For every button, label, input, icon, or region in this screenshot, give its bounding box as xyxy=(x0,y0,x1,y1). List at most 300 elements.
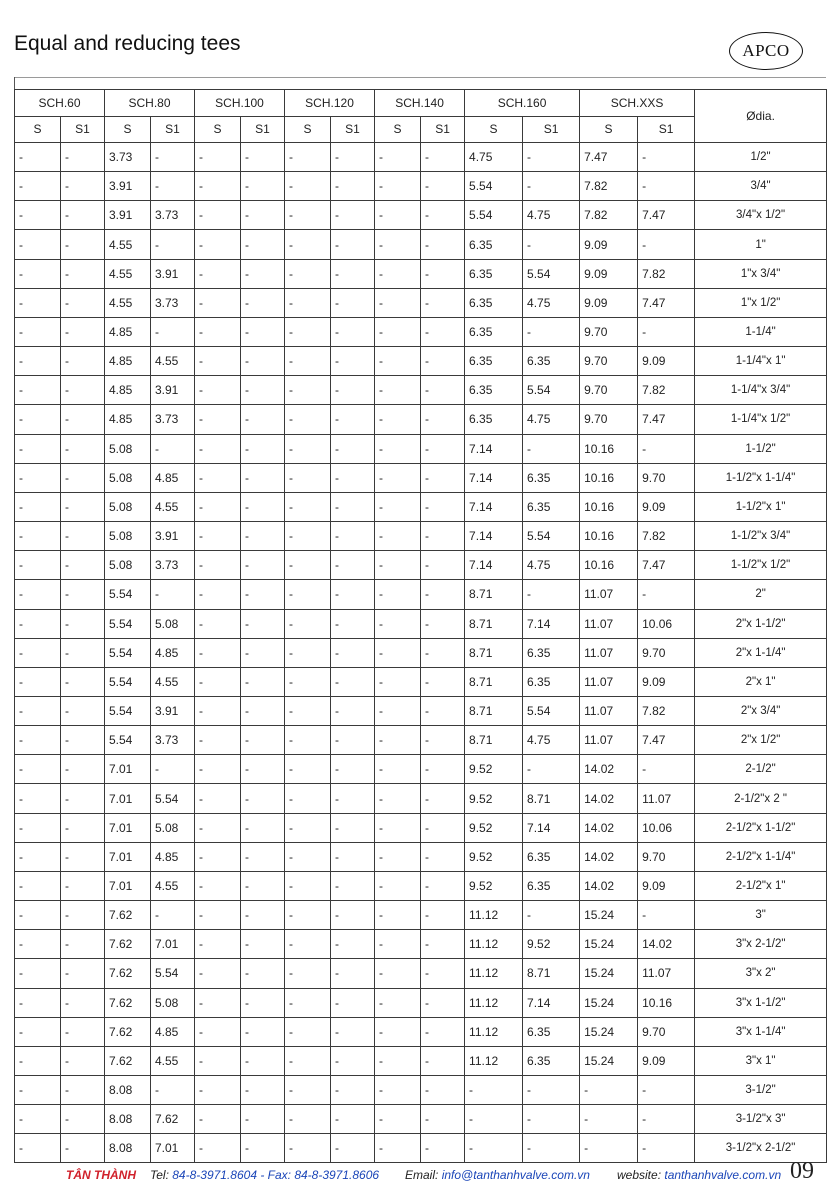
thickness-cell: - xyxy=(375,143,421,172)
thickness-cell: - xyxy=(331,959,375,988)
thickness-cell: - xyxy=(331,871,375,900)
thickness-cell: - xyxy=(15,696,61,725)
thickness-cell: 6.35 xyxy=(523,347,580,376)
thickness-cell: - xyxy=(15,463,61,492)
thickness-cell: - xyxy=(15,376,61,405)
thickness-cell: - xyxy=(285,317,331,346)
thickness-cell: - xyxy=(331,551,375,580)
thickness-cell: 8.08 xyxy=(105,1076,151,1105)
thickness-cell: 6.35 xyxy=(465,230,523,259)
sub-header-s: S xyxy=(15,116,61,143)
thickness-cell: - xyxy=(331,522,375,551)
thickness-cell: - xyxy=(61,784,105,813)
dia-cell: 1"x 3/4" xyxy=(695,259,827,288)
table-row xyxy=(15,726,827,755)
thickness-cell: - xyxy=(421,842,465,871)
thickness-cell: 11.12 xyxy=(465,959,523,988)
thickness-cell: - xyxy=(241,288,285,317)
thickness-cell: - xyxy=(61,463,105,492)
thickness-cell: - xyxy=(195,1105,241,1134)
thickness-cell: - xyxy=(638,755,695,784)
dia-cell: 2-1/2"x 2 " xyxy=(695,784,827,813)
thickness-cell: - xyxy=(241,667,285,696)
thickness-cell: - xyxy=(15,667,61,696)
thickness-cell: - xyxy=(285,463,331,492)
thickness-cell: - xyxy=(195,376,241,405)
thickness-cell: - xyxy=(151,1076,195,1105)
thickness-cell: - xyxy=(15,988,61,1017)
thickness-cell: 6.35 xyxy=(465,259,523,288)
thickness-cell: - xyxy=(375,871,421,900)
thickness-cell: 5.08 xyxy=(105,434,151,463)
table-row xyxy=(15,755,827,784)
thickness-cell: - xyxy=(61,755,105,784)
thickness-cell: 6.35 xyxy=(523,871,580,900)
thickness-cell: - xyxy=(421,1134,465,1163)
thickness-cell: - xyxy=(375,959,421,988)
thickness-cell: 9.70 xyxy=(638,638,695,667)
thickness-cell: - xyxy=(195,1076,241,1105)
thickness-cell: - xyxy=(421,901,465,930)
dia-cell: 2-1/2"x 1-1/2" xyxy=(695,813,827,842)
thickness-cell: - xyxy=(465,1105,523,1134)
thickness-cell: 7.47 xyxy=(638,201,695,230)
thickness-cell: - xyxy=(61,405,105,434)
thickness-cell: - xyxy=(15,201,61,230)
table-row xyxy=(15,901,827,930)
thickness-cell: - xyxy=(15,492,61,521)
thickness-cell: - xyxy=(195,1134,241,1163)
thickness-cell: - xyxy=(523,901,580,930)
header-divider xyxy=(14,77,826,78)
sub-header-s: S xyxy=(375,116,421,143)
thickness-cell: 4.85 xyxy=(151,463,195,492)
thickness-cell: - xyxy=(375,638,421,667)
thickness-cell: - xyxy=(195,609,241,638)
website-link[interactable]: tanthanhvalve.com.vn xyxy=(664,1168,782,1182)
thickness-cell: - xyxy=(61,143,105,172)
thickness-cell: - xyxy=(331,726,375,755)
thickness-cell: - xyxy=(241,726,285,755)
thickness-cell: - xyxy=(15,842,61,871)
thickness-cell: 14.02 xyxy=(580,842,638,871)
dia-cell: 1-1/4" xyxy=(695,317,827,346)
thickness-cell: 9.52 xyxy=(465,842,523,871)
table-row xyxy=(15,988,827,1017)
thickness-cell: 6.35 xyxy=(523,1017,580,1046)
thickness-cell: - xyxy=(195,259,241,288)
thickness-cell: - xyxy=(638,172,695,201)
thickness-cell: - xyxy=(285,1076,331,1105)
dia-cell: 3"x 1" xyxy=(695,1046,827,1075)
thickness-cell: - xyxy=(61,347,105,376)
dia-cell: 3-1/2"x 2-1/2" xyxy=(695,1134,827,1163)
table-row xyxy=(15,259,827,288)
table-row xyxy=(15,522,827,551)
thickness-cell: - xyxy=(151,755,195,784)
thickness-cell: - xyxy=(241,1134,285,1163)
table-row xyxy=(15,434,827,463)
thickness-cell: - xyxy=(421,871,465,900)
thickness-cell: 7.14 xyxy=(465,492,523,521)
thickness-cell: - xyxy=(331,317,375,346)
thickness-cell: - xyxy=(195,1046,241,1075)
thickness-cell: - xyxy=(285,1017,331,1046)
thickness-cell: - xyxy=(331,259,375,288)
thickness-cell: - xyxy=(331,463,375,492)
thickness-cell: 9.09 xyxy=(638,1046,695,1075)
thickness-cell: - xyxy=(61,638,105,667)
thickness-cell: 9.09 xyxy=(638,347,695,376)
thickness-cell: - xyxy=(375,580,421,609)
thickness-cell: - xyxy=(421,609,465,638)
thickness-cell: - xyxy=(195,755,241,784)
thickness-cell: 9.09 xyxy=(580,230,638,259)
thickness-cell: 10.16 xyxy=(638,988,695,1017)
thickness-cell: - xyxy=(241,405,285,434)
thickness-cell: - xyxy=(195,463,241,492)
thickness-cell: - xyxy=(15,1134,61,1163)
thickness-cell: - xyxy=(580,1105,638,1134)
table-row xyxy=(15,696,827,725)
thickness-cell: 15.24 xyxy=(580,959,638,988)
thickness-cell: - xyxy=(331,143,375,172)
sub-header-s1: S1 xyxy=(241,116,285,143)
thickness-cell: - xyxy=(241,1076,285,1105)
thickness-cell: 6.35 xyxy=(465,376,523,405)
thickness-cell: - xyxy=(61,492,105,521)
thickness-cell: - xyxy=(241,172,285,201)
thickness-cell: 8.71 xyxy=(523,959,580,988)
dia-header: Ødia. xyxy=(695,90,827,143)
dia-cell: 1-1/4"x 1/2" xyxy=(695,405,827,434)
thickness-cell: - xyxy=(61,667,105,696)
thickness-cell: - xyxy=(421,667,465,696)
thickness-cell: - xyxy=(195,667,241,696)
thickness-cell: - xyxy=(421,463,465,492)
table-row xyxy=(15,784,827,813)
thickness-cell: - xyxy=(331,1105,375,1134)
thickness-cell: - xyxy=(285,755,331,784)
thickness-cell: 11.12 xyxy=(465,988,523,1017)
sub-header-s: S xyxy=(580,116,638,143)
thickness-cell: - xyxy=(523,1134,580,1163)
thickness-cell: - xyxy=(195,638,241,667)
tee-dimension-table xyxy=(14,89,827,1163)
dia-cell: 3-1/2"x 3" xyxy=(695,1105,827,1134)
thickness-cell: - xyxy=(15,784,61,813)
thickness-cell: - xyxy=(195,930,241,959)
thickness-cell: - xyxy=(421,405,465,434)
thickness-cell: - xyxy=(375,1134,421,1163)
thickness-cell: 5.54 xyxy=(523,696,580,725)
thickness-cell: 6.35 xyxy=(523,492,580,521)
thickness-cell: - xyxy=(151,317,195,346)
thickness-cell: - xyxy=(15,813,61,842)
thickness-cell: 3.91 xyxy=(105,201,151,230)
thickness-cell: - xyxy=(375,726,421,755)
sub-header-s: S xyxy=(105,116,151,143)
thickness-cell: - xyxy=(285,288,331,317)
thickness-cell: - xyxy=(331,347,375,376)
thickness-cell: - xyxy=(638,317,695,346)
dia-cell: 1"x 1/2" xyxy=(695,288,827,317)
thickness-cell: - xyxy=(421,1046,465,1075)
thickness-cell: - xyxy=(285,551,331,580)
thickness-cell: 14.02 xyxy=(638,930,695,959)
thickness-cell: - xyxy=(195,201,241,230)
thickness-cell: 4.55 xyxy=(151,492,195,521)
thickness-cell: - xyxy=(241,522,285,551)
thickness-cell: 11.07 xyxy=(580,667,638,696)
thickness-cell: - xyxy=(195,492,241,521)
thickness-cell: 5.08 xyxy=(105,463,151,492)
dia-cell: 3"x 1-1/2" xyxy=(695,988,827,1017)
thickness-cell: - xyxy=(375,230,421,259)
thickness-cell: - xyxy=(465,1076,523,1105)
thickness-cell: - xyxy=(61,434,105,463)
thickness-cell: 9.09 xyxy=(580,288,638,317)
thickness-cell: 7.01 xyxy=(151,930,195,959)
thickness-cell: - xyxy=(241,1046,285,1075)
thickness-cell: - xyxy=(421,434,465,463)
thickness-cell: - xyxy=(15,726,61,755)
table-row xyxy=(15,1017,827,1046)
thickness-cell: - xyxy=(421,230,465,259)
thickness-cell: - xyxy=(241,230,285,259)
thickness-cell: - xyxy=(421,959,465,988)
footer-email xyxy=(405,1168,590,1182)
thickness-cell: - xyxy=(61,988,105,1017)
footer-phone xyxy=(150,1168,379,1182)
thickness-cell: - xyxy=(195,813,241,842)
thickness-cell: 10.16 xyxy=(580,492,638,521)
dia-cell: 1-1/2"x 1/2" xyxy=(695,551,827,580)
thickness-cell: - xyxy=(241,463,285,492)
thickness-cell: 5.08 xyxy=(151,988,195,1017)
thickness-cell: - xyxy=(61,696,105,725)
thickness-cell: - xyxy=(241,813,285,842)
thickness-cell: - xyxy=(421,376,465,405)
thickness-cell: - xyxy=(241,871,285,900)
thickness-cell: 8.71 xyxy=(465,667,523,696)
thickness-cell: - xyxy=(61,1134,105,1163)
thickness-cell: - xyxy=(375,551,421,580)
thickness-cell: - xyxy=(195,784,241,813)
table-row xyxy=(15,551,827,580)
thickness-cell: - xyxy=(331,638,375,667)
thickness-cell: 10.06 xyxy=(638,813,695,842)
thickness-cell: - xyxy=(195,696,241,725)
thickness-cell: - xyxy=(421,1105,465,1134)
thickness-cell: - xyxy=(285,522,331,551)
thickness-cell: - xyxy=(285,871,331,900)
footer xyxy=(0,1158,840,1190)
thickness-cell: - xyxy=(241,638,285,667)
thickness-cell: 4.75 xyxy=(523,726,580,755)
thickness-cell: 9.09 xyxy=(580,259,638,288)
thickness-cell: - xyxy=(523,172,580,201)
thickness-cell: 5.54 xyxy=(105,609,151,638)
thickness-cell: 6.35 xyxy=(465,405,523,434)
thickness-cell: - xyxy=(375,901,421,930)
thickness-cell: - xyxy=(638,1076,695,1105)
thickness-cell: - xyxy=(15,959,61,988)
thickness-cell: - xyxy=(375,1105,421,1134)
thickness-cell: - xyxy=(195,551,241,580)
dia-cell: 2-1/2" xyxy=(695,755,827,784)
thickness-cell: 3.73 xyxy=(151,201,195,230)
thickness-cell: - xyxy=(421,784,465,813)
table-row xyxy=(15,813,827,842)
thickness-cell: - xyxy=(638,143,695,172)
thickness-cell: - xyxy=(421,726,465,755)
thickness-cell: - xyxy=(15,1076,61,1105)
dia-cell: 1-1/2"x 1" xyxy=(695,492,827,521)
thickness-cell: - xyxy=(195,871,241,900)
thickness-cell: - xyxy=(195,288,241,317)
thickness-cell: - xyxy=(285,1046,331,1075)
table-row xyxy=(15,871,827,900)
thickness-cell: - xyxy=(638,434,695,463)
thickness-cell: - xyxy=(375,492,421,521)
table-body xyxy=(15,143,827,1163)
thickness-cell: - xyxy=(285,609,331,638)
dia-cell: 1" xyxy=(695,230,827,259)
thickness-cell: 3.73 xyxy=(105,143,151,172)
thickness-cell: 4.85 xyxy=(105,317,151,346)
table-row xyxy=(15,143,827,172)
dia-cell: 3"x 2" xyxy=(695,959,827,988)
thickness-cell: 7.82 xyxy=(638,259,695,288)
thickness-cell: 7.01 xyxy=(105,871,151,900)
thickness-cell: - xyxy=(285,930,331,959)
thickness-cell: - xyxy=(285,405,331,434)
thickness-cell: 7.47 xyxy=(580,143,638,172)
thickness-cell: 7.47 xyxy=(638,288,695,317)
dia-cell: 3"x 2-1/2" xyxy=(695,930,827,959)
thickness-cell: - xyxy=(331,1134,375,1163)
thickness-cell: - xyxy=(15,230,61,259)
thickness-cell: - xyxy=(151,172,195,201)
thickness-cell: 4.85 xyxy=(105,405,151,434)
thickness-cell: - xyxy=(331,901,375,930)
thickness-cell: 7.82 xyxy=(580,201,638,230)
thickness-cell: 9.09 xyxy=(638,871,695,900)
thickness-cell: 7.47 xyxy=(638,551,695,580)
dia-cell: 2"x 1/2" xyxy=(695,726,827,755)
thickness-cell: - xyxy=(331,172,375,201)
thickness-cell: - xyxy=(241,1105,285,1134)
thickness-cell: 7.62 xyxy=(105,1017,151,1046)
dia-cell: 1-1/2"x 1-1/4" xyxy=(695,463,827,492)
thickness-cell: 5.08 xyxy=(105,551,151,580)
thickness-cell: - xyxy=(151,434,195,463)
thickness-cell: 7.62 xyxy=(151,1105,195,1134)
thickness-cell: - xyxy=(15,580,61,609)
thickness-cell: - xyxy=(285,813,331,842)
thickness-cell: 7.01 xyxy=(105,784,151,813)
thickness-cell: 8.71 xyxy=(523,784,580,813)
thickness-cell: - xyxy=(523,317,580,346)
thickness-cell: - xyxy=(61,551,105,580)
thickness-cell: - xyxy=(61,813,105,842)
dia-cell: 2-1/2"x 1" xyxy=(695,871,827,900)
thickness-cell: - xyxy=(375,842,421,871)
thickness-cell: 7.82 xyxy=(638,522,695,551)
thickness-cell: 7.62 xyxy=(105,901,151,930)
thickness-cell: 8.08 xyxy=(105,1105,151,1134)
thickness-cell: 7.47 xyxy=(638,405,695,434)
thickness-cell: - xyxy=(375,434,421,463)
thickness-cell: - xyxy=(241,842,285,871)
thickness-cell: - xyxy=(241,959,285,988)
table-row xyxy=(15,347,827,376)
thickness-cell: - xyxy=(331,988,375,1017)
thickness-cell: 5.54 xyxy=(105,726,151,755)
thickness-cell: 10.16 xyxy=(580,522,638,551)
thickness-cell: - xyxy=(331,784,375,813)
thickness-cell: - xyxy=(375,784,421,813)
footer-website xyxy=(617,1168,781,1182)
dia-cell: 1-1/4"x 3/4" xyxy=(695,376,827,405)
thickness-cell: - xyxy=(638,580,695,609)
thickness-cell: - xyxy=(241,580,285,609)
thickness-cell: 3.91 xyxy=(105,172,151,201)
apco-logo xyxy=(729,32,803,70)
thickness-cell: 5.54 xyxy=(105,580,151,609)
page-title: Equal and reducing tees xyxy=(14,32,241,55)
thickness-cell: - xyxy=(331,405,375,434)
thickness-cell: - xyxy=(241,696,285,725)
group-header: SCH.120 xyxy=(285,90,375,117)
thickness-cell: 11.07 xyxy=(580,726,638,755)
email-link[interactable]: info@tanthanhvalve.com.vn xyxy=(441,1168,590,1182)
table-row xyxy=(15,609,827,638)
thickness-cell: - xyxy=(241,201,285,230)
thickness-cell: - xyxy=(195,522,241,551)
tel-label: Tel: xyxy=(150,1168,169,1182)
thickness-cell: - xyxy=(285,259,331,288)
thickness-cell: - xyxy=(241,755,285,784)
sub-header-s1: S1 xyxy=(523,116,580,143)
thickness-cell: 5.54 xyxy=(523,522,580,551)
thickness-cell: - xyxy=(15,1105,61,1134)
thickness-cell: - xyxy=(375,259,421,288)
thickness-cell: 11.07 xyxy=(580,638,638,667)
thickness-cell: 3.91 xyxy=(151,522,195,551)
thickness-cell: 4.85 xyxy=(151,1017,195,1046)
thickness-cell: 9.70 xyxy=(638,1017,695,1046)
email-label: Email: xyxy=(405,1168,439,1182)
thickness-cell: 6.35 xyxy=(465,288,523,317)
table-row xyxy=(15,959,827,988)
thickness-cell: - xyxy=(241,1017,285,1046)
thickness-cell: - xyxy=(375,463,421,492)
thickness-cell: - xyxy=(638,901,695,930)
thickness-cell: 7.14 xyxy=(523,813,580,842)
thickness-cell: - xyxy=(375,1017,421,1046)
thickness-cell: 4.75 xyxy=(523,405,580,434)
thickness-cell: - xyxy=(61,842,105,871)
thickness-cell: - xyxy=(241,492,285,521)
thickness-cell: 9.09 xyxy=(638,667,695,696)
thickness-cell: - xyxy=(421,1076,465,1105)
thickness-cell: - xyxy=(151,901,195,930)
thickness-cell: - xyxy=(285,434,331,463)
thickness-cell: 4.55 xyxy=(151,667,195,696)
thickness-cell: 6.35 xyxy=(523,842,580,871)
